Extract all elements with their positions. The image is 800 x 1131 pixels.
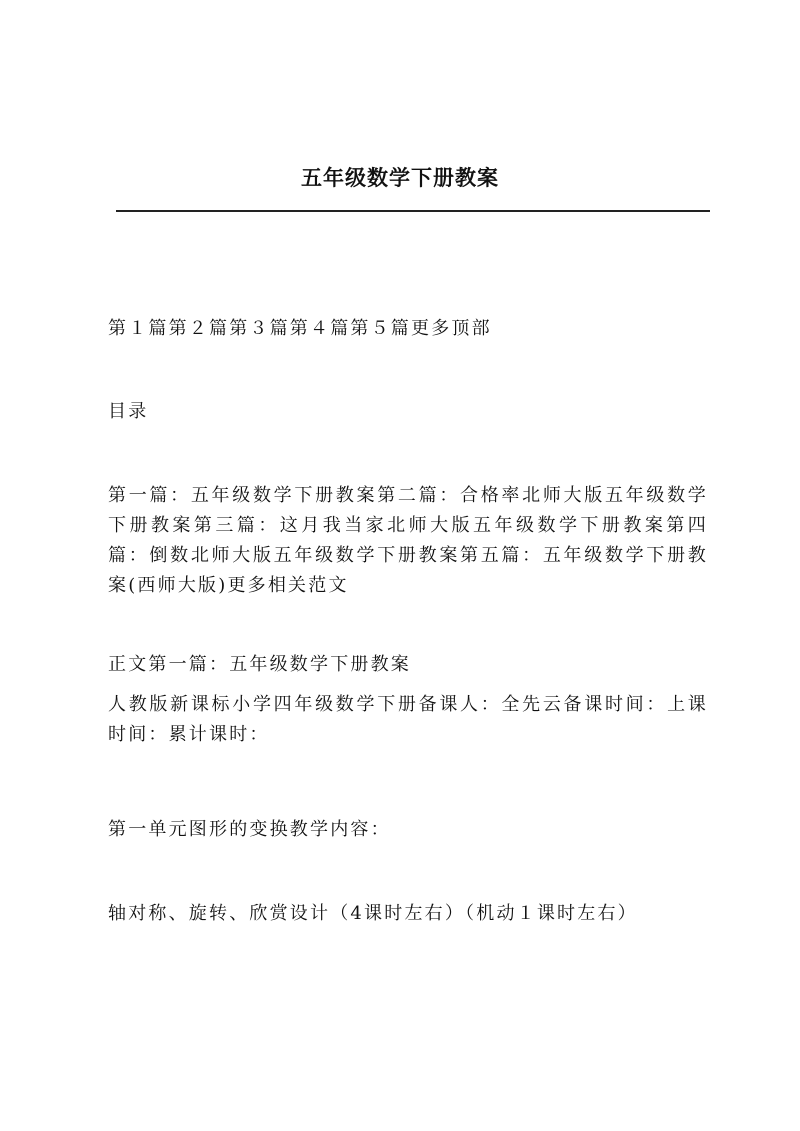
toc-text: 第一篇：五年级数学下册教案第二篇：合格率北师大版五年级数学下册教案第三篇：这月我当家北师大版五年级数学下册教案第四篇：倒数北师大版五年级数学下册教案第五篇：五年级数学下册教案(西师大版)更多相关范文 bbox=[108, 485, 708, 596]
lesson-info: 人教版新课标小学四年级数学下册备课人：全先云备课时间：上课时间：累计课时： bbox=[108, 694, 708, 745]
unit-content: 轴对称、旋转、欣赏设计（4课时左右）（机动１课时左右） bbox=[108, 903, 638, 924]
unit-heading: 第一单元图形的变换教学内容： bbox=[108, 819, 391, 840]
document-title: 五年级数学下册教案 bbox=[301, 165, 499, 190]
nav-links: 第１篇第２篇第３篇第４篇第５篇更多顶部 bbox=[108, 318, 492, 339]
toc-heading: 目录 bbox=[108, 401, 149, 422]
body-heading: 正文第一篇：五年级数学下册教案 bbox=[108, 654, 411, 675]
title-divider bbox=[116, 210, 710, 212]
